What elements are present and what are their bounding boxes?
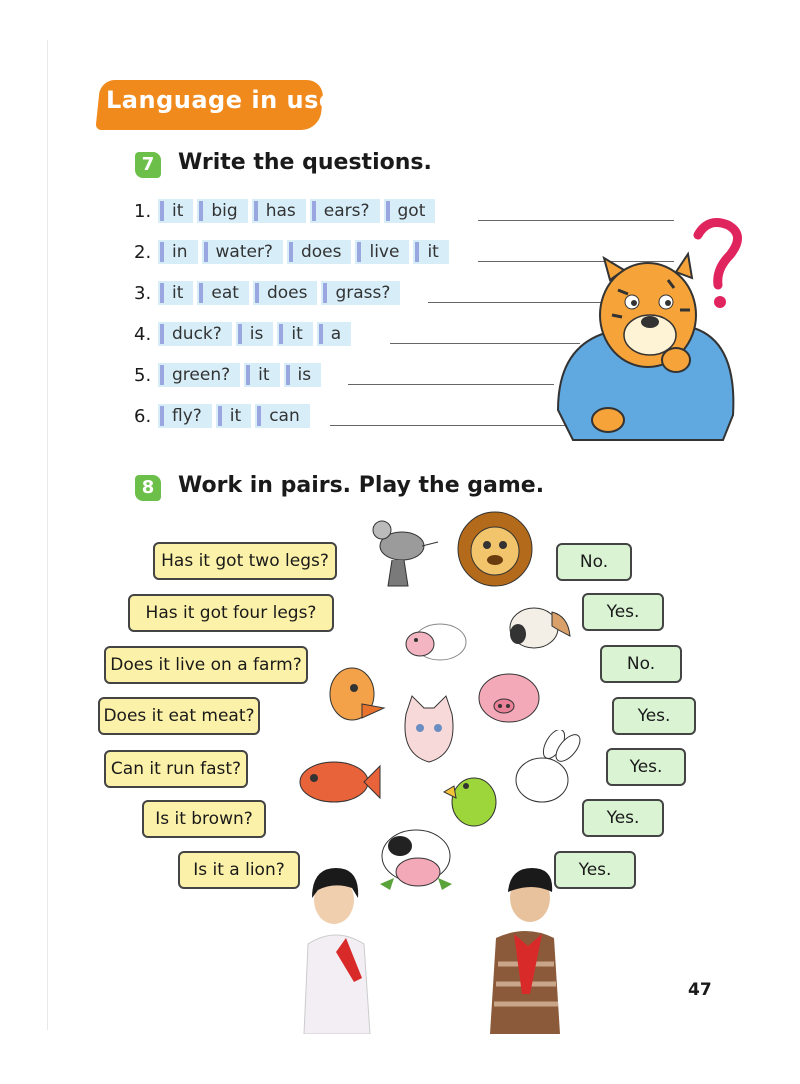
question-row-5 bbox=[134, 361, 321, 389]
exercise-7-title: Write the questions. bbox=[178, 150, 432, 175]
question-number: 2. bbox=[134, 241, 152, 263]
answer-bubble: Yes. bbox=[606, 748, 686, 786]
rabbit-icon bbox=[506, 730, 586, 806]
word-tile: water? bbox=[202, 240, 283, 264]
answer-bubble: No. bbox=[600, 645, 682, 683]
dog-icon bbox=[494, 594, 574, 658]
question-number: 3. bbox=[134, 282, 152, 304]
word-tile: does bbox=[253, 281, 318, 305]
word-tiles bbox=[158, 363, 321, 387]
question-bubble: Can it run fast? bbox=[104, 750, 248, 788]
boy-photo bbox=[484, 868, 568, 1034]
answer-bubble: No. bbox=[556, 543, 632, 581]
answer-bubble: Yes. bbox=[554, 851, 636, 889]
word-tile: a bbox=[317, 322, 351, 346]
mouse-icon bbox=[362, 516, 440, 590]
question-number: 1. bbox=[134, 200, 152, 222]
word-tile: live bbox=[355, 240, 409, 264]
question-row-2 bbox=[134, 238, 449, 266]
word-tile: in bbox=[158, 240, 198, 264]
question-number: 6. bbox=[134, 405, 152, 427]
question-row-1 bbox=[134, 197, 435, 225]
parrot-icon bbox=[442, 766, 500, 828]
duck-icon bbox=[322, 658, 386, 734]
word-tile: eat bbox=[197, 281, 249, 305]
exercise-7-badge: 7 bbox=[135, 152, 161, 178]
thinking-tiger-illustration bbox=[548, 210, 753, 450]
page-number: 47 bbox=[688, 980, 712, 1000]
section-title: Language in use bbox=[106, 86, 336, 114]
word-tile: it bbox=[158, 281, 193, 305]
word-tile: duck? bbox=[158, 322, 232, 346]
exercise-8-badge: 8 bbox=[135, 475, 161, 501]
word-tile: grass? bbox=[321, 281, 400, 305]
word-tile: got bbox=[384, 199, 436, 223]
sheep-icon bbox=[398, 612, 470, 668]
page-margin-line bbox=[47, 40, 48, 1030]
word-tile: fly? bbox=[158, 404, 212, 428]
word-tiles bbox=[158, 281, 400, 305]
word-tile: it bbox=[277, 322, 312, 346]
word-tile: green? bbox=[158, 363, 240, 387]
answer-bubble: Yes. bbox=[582, 799, 664, 837]
question-row-6 bbox=[134, 402, 310, 430]
question-bubble: Does it eat meat? bbox=[98, 697, 260, 735]
word-tiles bbox=[158, 199, 435, 223]
cow-icon bbox=[370, 824, 462, 896]
pig-icon bbox=[474, 668, 544, 726]
answer-bubble: Yes. bbox=[582, 593, 664, 631]
exercise-8-title: Work in pairs. Play the game. bbox=[178, 473, 545, 498]
word-tile: it bbox=[244, 363, 279, 387]
word-tile: is bbox=[236, 322, 274, 346]
word-tile: does bbox=[287, 240, 352, 264]
question-number: 4. bbox=[134, 323, 152, 345]
word-tile: has bbox=[252, 199, 306, 223]
question-number: 5. bbox=[134, 364, 152, 386]
question-bubble: Has it got two legs? bbox=[153, 542, 337, 580]
cat-icon bbox=[398, 694, 460, 766]
lion-icon bbox=[456, 505, 534, 593]
word-tiles bbox=[158, 322, 351, 346]
fish-icon bbox=[296, 756, 382, 808]
girl-photo bbox=[298, 868, 376, 1034]
word-tiles bbox=[158, 404, 310, 428]
word-tile: big bbox=[197, 199, 247, 223]
answer-bubble: Yes. bbox=[612, 697, 696, 735]
word-tile: ears? bbox=[310, 199, 380, 223]
question-bubble: Has it got four legs? bbox=[128, 594, 334, 632]
question-row-3 bbox=[134, 279, 400, 307]
question-bubble: Is it brown? bbox=[142, 800, 266, 838]
word-tile: can bbox=[255, 404, 310, 428]
word-tile: it bbox=[413, 240, 448, 264]
word-tile: it bbox=[216, 404, 251, 428]
question-row-4 bbox=[134, 320, 351, 348]
word-tile: it bbox=[158, 199, 193, 223]
question-bubble: Does it live on a farm? bbox=[104, 646, 308, 684]
word-tiles bbox=[158, 240, 449, 264]
answer-line-5[interactable] bbox=[348, 384, 554, 385]
question-bubble: Is it a lion? bbox=[178, 851, 300, 889]
word-tile: is bbox=[284, 363, 322, 387]
